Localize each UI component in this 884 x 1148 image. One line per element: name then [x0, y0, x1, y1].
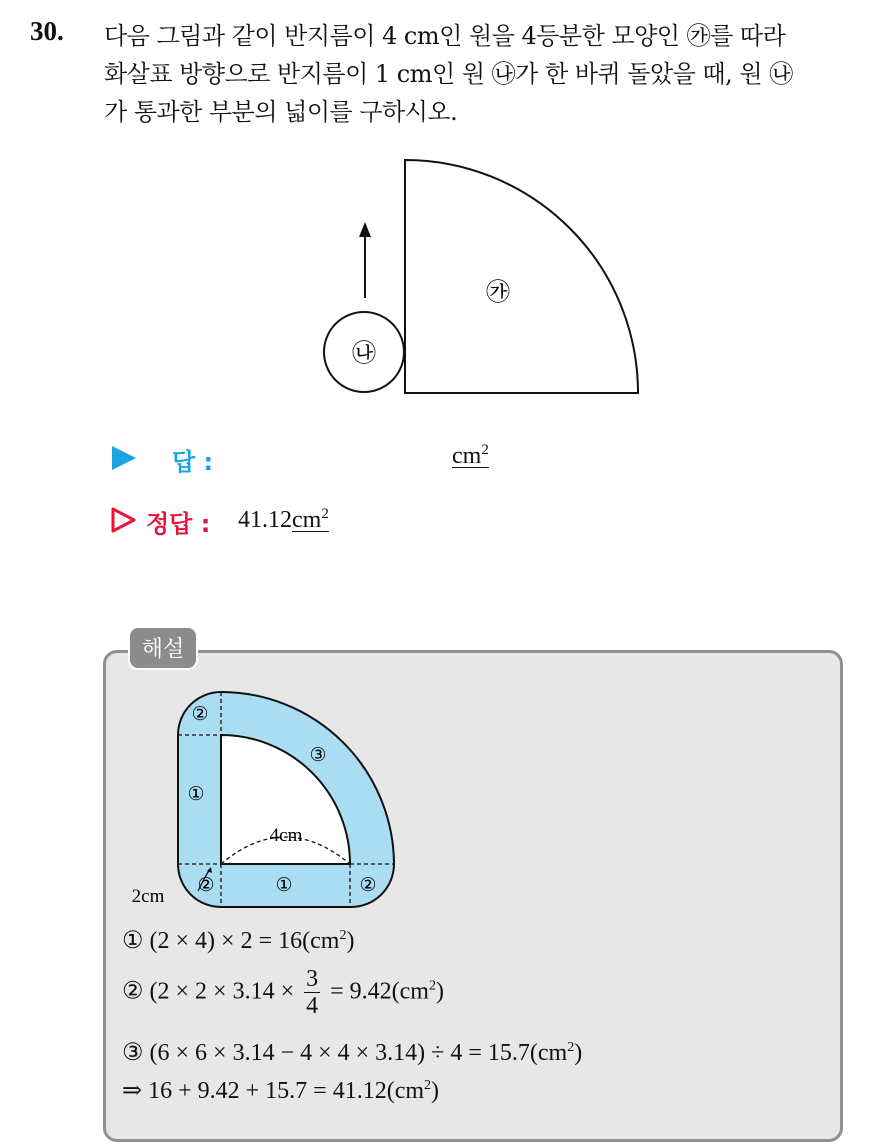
answer-triangle-icon	[112, 446, 136, 470]
formula-3-mark: ③	[122, 1040, 144, 1066]
formula-3-close: )	[574, 1040, 583, 1066]
formula-2-fraction	[304, 966, 320, 1020]
answer-unit-exp: 2	[481, 442, 489, 458]
formula-total-expr: ⇒ 16 + 9.42 + 15.7 = 41.12(	[122, 1078, 395, 1104]
formula-total-exp: 2	[424, 1078, 432, 1093]
label-ga: ㉮	[486, 278, 510, 306]
correct-value-unit-exp: 2	[321, 506, 329, 522]
formula-2-exp: 2	[428, 978, 436, 994]
formula-3	[122, 1038, 582, 1067]
width-label: 2cm	[131, 886, 165, 907]
label-na: ㉯	[352, 339, 376, 367]
formula-2-close: )	[435, 978, 444, 1005]
label-2-top: ②	[191, 703, 209, 725]
answer-label: 답 :	[172, 448, 214, 476]
formula-1-mark: ①	[122, 928, 144, 954]
formula-1-exp: 2	[339, 928, 347, 943]
formula-2-pre: (2 × 2 × 3.14 ×	[149, 978, 295, 1005]
answer-unit	[452, 442, 489, 470]
label-2-bottom-left: ②	[197, 874, 215, 896]
formula-total	[122, 1076, 439, 1105]
answer-row	[108, 440, 528, 476]
formula-1	[122, 926, 354, 955]
label-1-bottom: ①	[275, 874, 293, 896]
correct-value-unit: cm	[292, 507, 322, 533]
correct-answer-label: 정답 :	[146, 510, 211, 538]
formula-3-expr: (6 × 6 × 3.14 − 4 × 4 × 3.14) ÷ 4 = 15.7(	[149, 1040, 538, 1066]
formula-2-numerator: 3	[306, 966, 319, 992]
label-1-left: ①	[187, 783, 205, 805]
label-2-bottom-right: ②	[359, 874, 377, 896]
formula-2-mark: ②	[122, 978, 144, 1005]
formula-3-unit: cm	[537, 1040, 568, 1066]
formula-1-unit: cm	[310, 928, 340, 954]
solution-figure	[118, 685, 418, 915]
formula-1-expr: (2 × 4) × 2 = 16(	[149, 928, 311, 954]
label-3-arc: ③	[309, 744, 327, 766]
quarter-circle-ga	[405, 160, 638, 393]
question-figure	[310, 150, 650, 400]
formula-2	[122, 966, 444, 1020]
formula-3-exp: 2	[567, 1040, 575, 1055]
correct-answer-row	[108, 502, 508, 538]
correct-triangle-icon	[110, 506, 138, 534]
formula-1-close: )	[346, 928, 355, 954]
direction-arrow-head	[359, 222, 371, 237]
question-text-line-3: 가 통과한 부분의 넓이를 구하시오.	[104, 98, 458, 126]
solution-tab: 해설	[128, 626, 198, 670]
formula-2-denominator: 4	[306, 993, 319, 1020]
formula-total-close: )	[431, 1078, 440, 1104]
correct-value-number: 41.12	[238, 507, 292, 533]
question-text-line-1: 다음 그림과 같이 반지름이 4 cm인 원을 4등분한 모양인 ㉮를 따라	[104, 22, 786, 50]
formula-2-unit: cm	[399, 978, 429, 1005]
formula-2-post: = 9.42(	[330, 978, 400, 1005]
radius-label: 4cm	[269, 825, 303, 846]
formula-total-unit: cm	[394, 1078, 425, 1104]
answer-unit-text: cm	[452, 443, 482, 469]
question-text-line-2: 화살표 방향으로 반지름이 1 cm인 원 ㉯가 한 바퀴 돌았을 때, 원 ㉯	[104, 60, 793, 88]
question-number: 30.	[30, 16, 64, 46]
correct-answer-value	[238, 506, 329, 534]
